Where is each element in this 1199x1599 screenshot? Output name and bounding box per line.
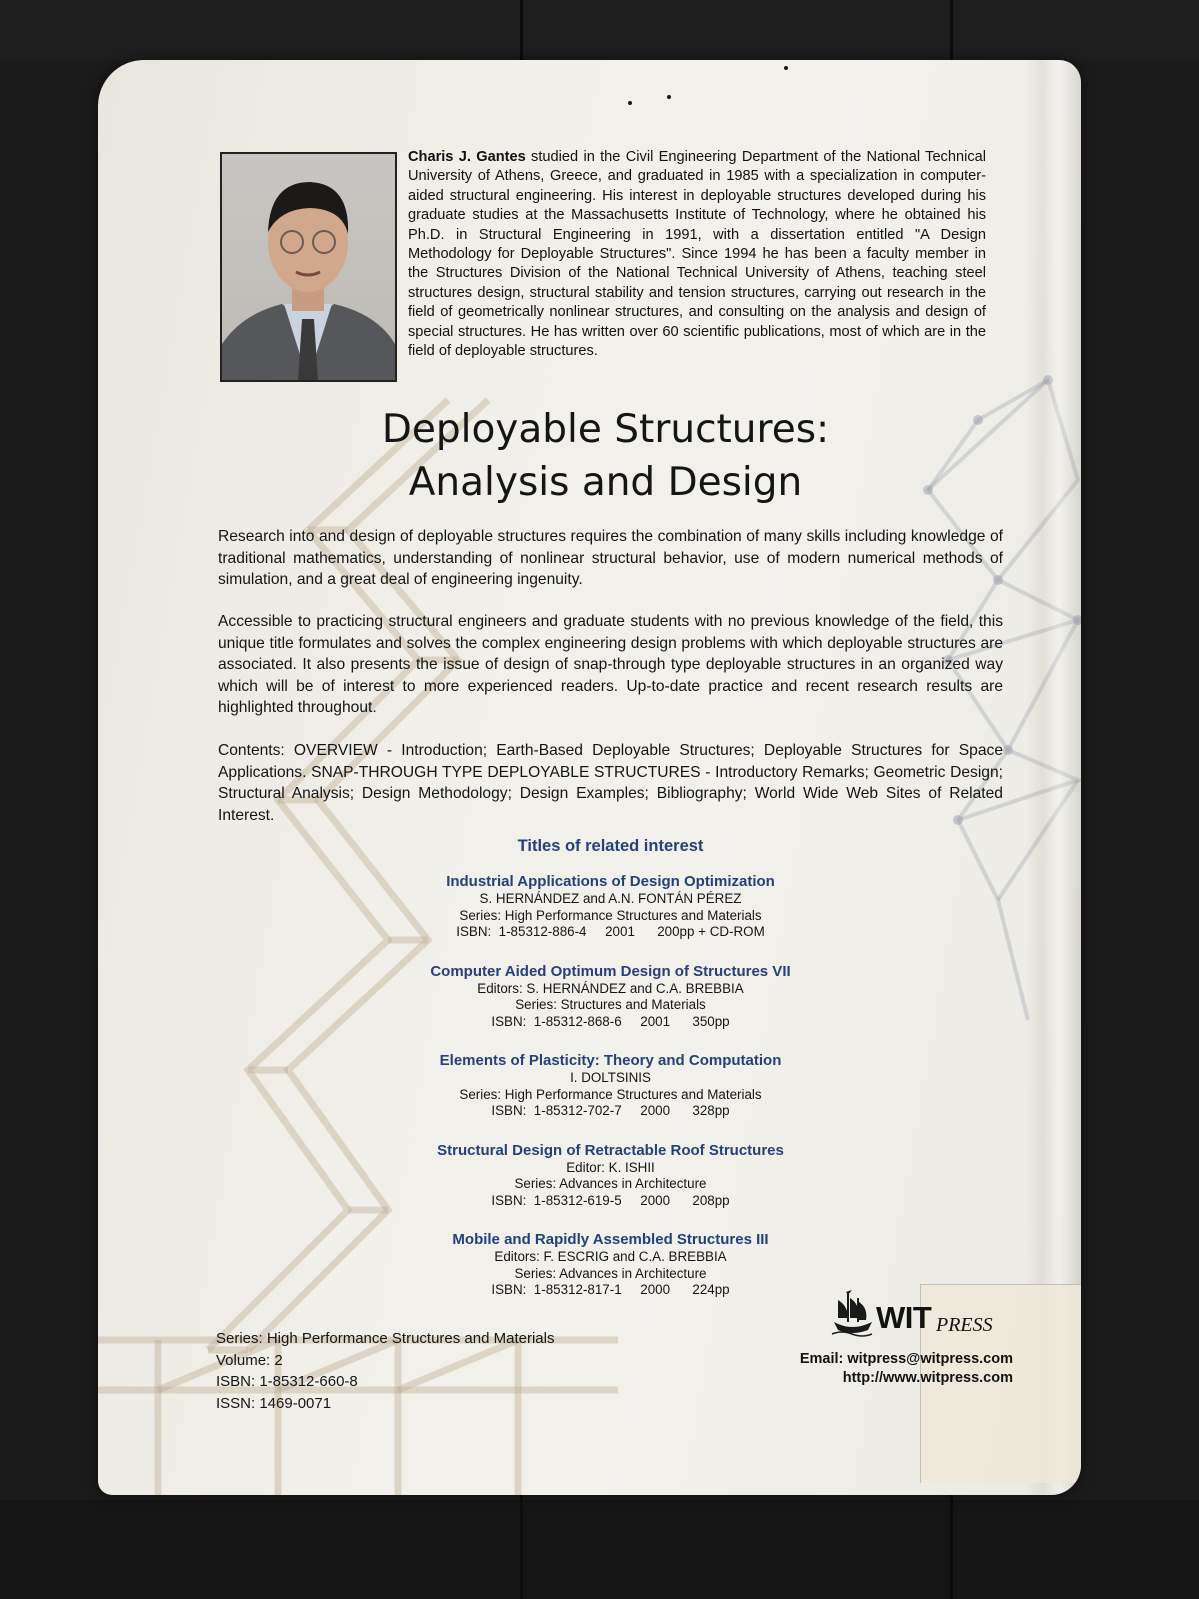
issn-line: ISSN: 1469-0071 xyxy=(216,1394,332,1412)
dust-speck xyxy=(628,101,632,105)
related-book-title: Structural Design of Retractable Roof Structures xyxy=(437,1141,784,1159)
related-book-series: Series: High Performance Structures and Materials xyxy=(459,907,762,923)
contents-paragraph: Contents: OVERVIEW - Introduction; Earth-Based Deployable Structures; Deployable Structures for Space Applications. SNAP-THROUGH TYPE DEPLOYABLE STRUCTURES - Introductory Remarks; Geometric Design; Structural Analysis; Design Methodology; Design Examples; Bibliography; World Wide Web Sites of Related Interest. xyxy=(218,742,1003,824)
volume-line: Volume: 2 xyxy=(216,1351,283,1369)
publisher-logo-suffix: PRESS xyxy=(936,1314,993,1336)
book-title-line-1: Deployable Structures: xyxy=(381,407,830,452)
related-book-isbn: ISBN: 1-85312-702-7 2000 328pp xyxy=(491,1103,730,1118)
related-book-series: Series: Structures and Materials xyxy=(515,997,706,1012)
series-line: Series: High Performance Structures and Materials xyxy=(216,1330,555,1347)
related-titles-list xyxy=(218,872,1003,1320)
dust-speck xyxy=(667,95,671,99)
related-book xyxy=(218,1051,1003,1120)
related-book xyxy=(218,962,1003,1031)
publisher-logo-word: WIT xyxy=(876,1300,932,1335)
publisher-url: http://www.witpress.com xyxy=(842,1370,1013,1386)
author-biography xyxy=(408,148,986,361)
related-book-series: Series: Advances in Architecture xyxy=(514,1176,707,1191)
book-spine-edge xyxy=(1026,60,1081,1495)
ship-icon xyxy=(828,1288,876,1338)
related-book xyxy=(218,1141,1003,1210)
portrait-photo-icon xyxy=(222,154,395,380)
description-paragraph-1: Research into and design of deployable structures requires the combination of many skills including knowledge of traditional mathematics, understanding of nonlinear structural behavior, use of modern numerical methods of simulation, and a great deal of engineering ingenuity. xyxy=(218,528,1003,588)
related-book-isbn: ISBN: 1-85312-868-6 2001 350pp xyxy=(491,1013,730,1029)
series-info xyxy=(216,1328,616,1414)
related-book-authors: I. DOLTSINIS xyxy=(570,1070,651,1085)
dust-speck xyxy=(784,66,788,70)
book-title-line-2: Analysis and Design xyxy=(408,460,803,505)
related-book-title: Computer Aided Optimum Design of Structures VII xyxy=(430,962,791,980)
related-book-authors: Editors: S. HERNÁNDEZ and C.A. BREBBIA xyxy=(477,980,744,996)
table-plank-bottom xyxy=(0,1500,1199,1599)
related-book-series: Series: Advances in Architecture xyxy=(514,1265,707,1281)
related-book xyxy=(218,872,1003,941)
related-book-authors: Editor: K. ISHII xyxy=(566,1159,655,1175)
related-book-authors: Editors: F. ESCRIG and C.A. BREBBIA xyxy=(494,1249,727,1264)
author-bio-text: studied in the Civil Engineering Department of the National Technical University of Athens, Greece, and graduated in 1985 with a specialization in computer-aided structural engineering. His interest in deployable structures developed during his graduate studies at the Massachusetts Institute of Technology, where he obtained his Ph.D. in Structural Engineering in 1991, with a dissertation entitled "A Design Methodology for Deployable Structures". Since 1994 he has been a faculty member in the Structures Division of the National Technical University of Athens, teaching steel structures design, structural stability and tension structures, carrying out research in the field of geometrically nonlinear structures, and consulting on the analysis and design of special structures. He has written over 60 scientific publications, most of which are in the field of deployable structures. xyxy=(408,149,986,360)
related-book-isbn: ISBN: 1-85312-619-5 2000 208pp xyxy=(491,1192,730,1208)
related-book-series: Series: High Performance Structures and Materials xyxy=(459,1086,762,1102)
related-book-authors: S. HERNÁNDEZ and A.N. FONTÁN PÉREZ xyxy=(479,891,742,906)
table-plank-top xyxy=(0,0,1199,60)
related-titles-heading: Titles of related interest xyxy=(517,837,704,855)
description-paragraph-2: Accessible to practicing structural engineers and graduate students with no previous knowledge of the field, this unique title formulates and solves the complex engineering design problems with which deployable structures are associated. It also presents the issue of design of snap-through type deployable structures in an organized way which will be of interest to more experienced readers. Up-to-date practice and recent research results are highlighted throughout. xyxy=(218,613,1003,716)
related-book-isbn: ISBN: 1-85312-817-1 2000 224pp xyxy=(491,1282,730,1297)
book-title xyxy=(218,403,993,509)
author-photo xyxy=(220,152,397,382)
publisher-contact xyxy=(738,1350,1013,1388)
related-book-title: Elements of Plasticity: Theory and Computation xyxy=(439,1052,782,1069)
related-book-isbn: ISBN: 1-85312-886-4 2001 200pp + CD-ROM xyxy=(456,924,765,939)
author-name: Charis J. Gantes xyxy=(408,149,526,165)
related-book-title: Mobile and Rapidly Assembled Structures III xyxy=(452,1231,769,1248)
publisher-email: Email: witpress@witpress.com xyxy=(799,1351,1013,1367)
publisher-logo xyxy=(828,1288,1023,1340)
isbn-line: ISBN: 1-85312-660-8 xyxy=(216,1373,358,1390)
related-book-title: Industrial Applications of Design Optimization xyxy=(446,873,775,890)
book-back-cover xyxy=(98,60,1081,1495)
